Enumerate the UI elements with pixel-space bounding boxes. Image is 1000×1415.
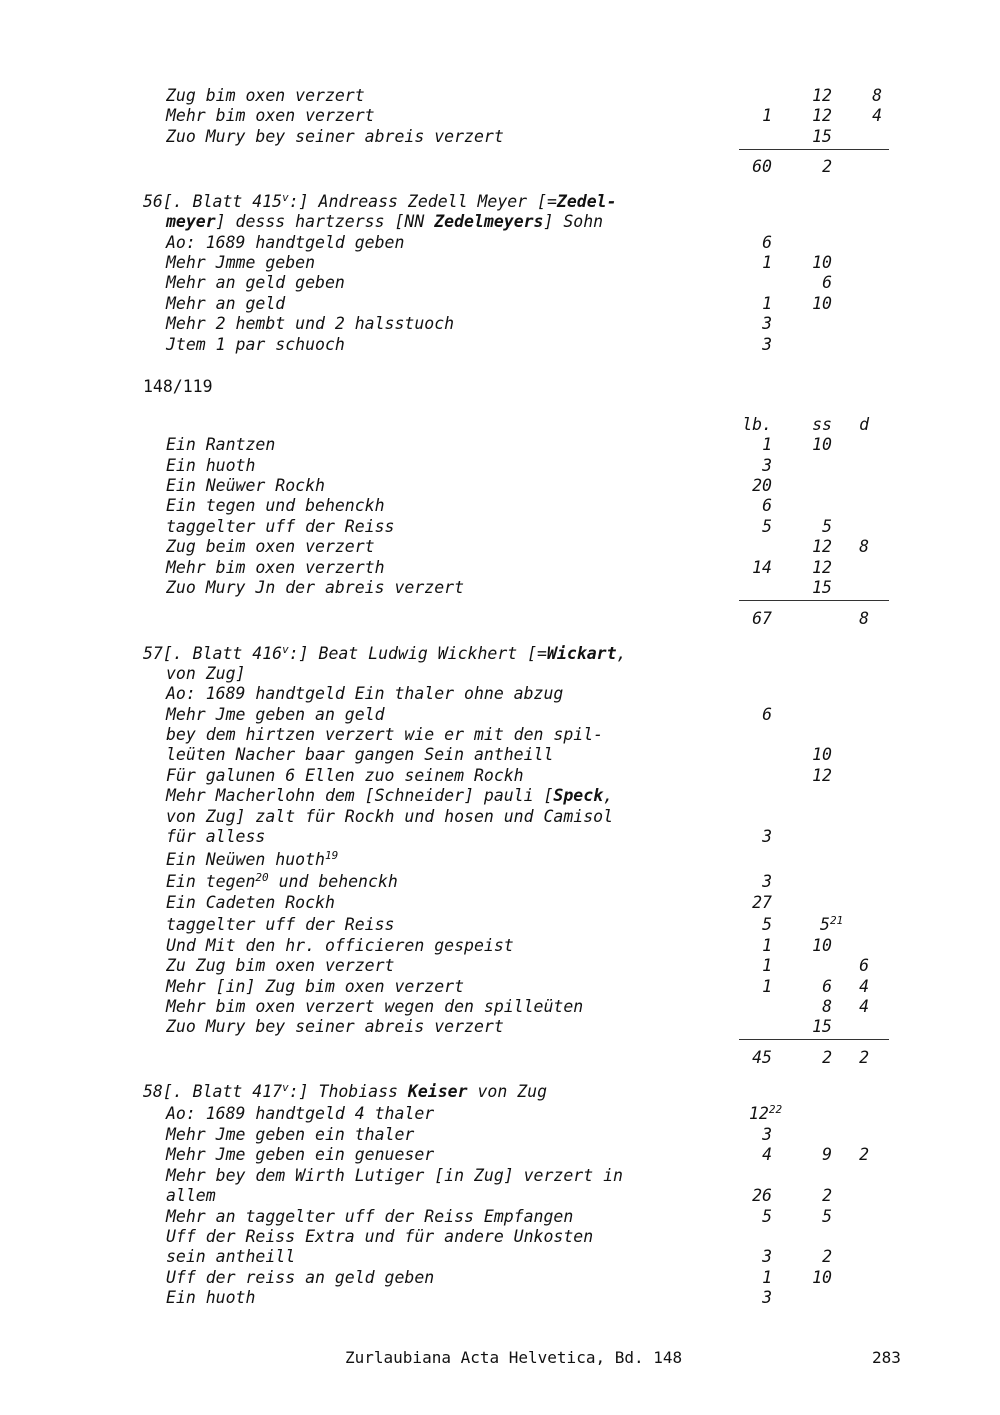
entry-line: Und Mit den hr. officieren gespeist xyxy=(166,936,514,955)
entry-line: taggelter uff der Reiss xyxy=(166,517,395,536)
amount-lb: 3 xyxy=(762,1288,772,1307)
entry-line: Ein Rantzen xyxy=(166,435,276,454)
amount-ss: 12 xyxy=(812,766,832,785)
amount-lb: 4 xyxy=(762,1145,772,1164)
entry-line: Mehr Jmme geben xyxy=(166,253,316,272)
amount-ss: 6 xyxy=(822,273,832,292)
amount-d: 6 xyxy=(859,956,869,975)
column-header-ss: ss xyxy=(812,415,832,434)
entry-line: Mehr Jme geben ein thaler xyxy=(166,1125,415,1144)
amount-lb: $12^{22}$ xyxy=(749,1103,783,1123)
amount-lb: 3 xyxy=(762,872,772,891)
amount-lb: 1 xyxy=(762,1268,772,1287)
entry-heading-56-cont: meyer] desss hartzerss [NN Zedelmeyers] Sohn xyxy=(166,212,604,231)
amount-lb: 5 xyxy=(762,915,772,934)
amount-lb: 1 xyxy=(762,977,772,996)
entry-line: Mehr an taggelter uff der Reiss Empfangen xyxy=(166,1207,574,1226)
entry-line: für alless xyxy=(166,827,266,846)
entry-line: Ao: 1689 handtgeld geben xyxy=(166,233,405,252)
entry-line: Mehr bim oxen verzert xyxy=(166,106,375,125)
entry-line: Mehr Macherlohn dem [Schneider] pauli [Speck, xyxy=(166,786,614,805)
entry-line: Mehr an geld geben xyxy=(166,273,345,292)
entry-heading-56: 56[. Blatt 415$^v$:] Andreass Zedell Meyer [=Zedel- xyxy=(143,191,617,211)
amount-lb: 1 xyxy=(762,253,772,272)
amount-d: 4 xyxy=(872,106,882,125)
amount-ss: 8 xyxy=(822,997,832,1016)
entry-line: Ao: 1689 handtgeld 4 thaler xyxy=(166,1104,435,1123)
entry-line: Zuo Mury Jn der abreis verzert xyxy=(166,578,465,597)
amount-lb: 3 xyxy=(762,1247,772,1266)
amount-lb: 5 xyxy=(762,517,772,536)
footnote-ref: 19 xyxy=(324,849,339,862)
amount-ss: 10 xyxy=(812,253,832,272)
amount-ss: 10 xyxy=(812,936,832,955)
amount-lb: 26 xyxy=(752,1186,772,1205)
amount-lb: 20 xyxy=(752,476,772,495)
amount-lb: 27 xyxy=(752,893,772,912)
entry-line: Zug beim oxen verzert xyxy=(166,537,375,556)
sum-rule xyxy=(739,1039,889,1040)
entry-line: Ein Neüwer Rockh xyxy=(166,476,325,495)
entry-line: Uff der reiss an geld geben xyxy=(166,1268,435,1287)
entry-line: Ao: 1689 handtgeld Ein thaler ohne abzug xyxy=(166,684,564,703)
amount-ss: 12 xyxy=(812,86,832,105)
entry-line: Ein tegen und behenckh xyxy=(166,496,385,515)
entry-line: Ein huoth xyxy=(166,456,256,475)
amount-lb: 1 xyxy=(762,435,772,454)
entry-heading-58: 58[. Blatt 417$^v$:] Thobiass Keiser von Zug xyxy=(143,1081,548,1101)
amount-d: 8 xyxy=(872,86,882,105)
entry-line: Zuo Mury bey seiner abreis verzert xyxy=(166,1017,504,1036)
entry-line: Für galunen 6 Ellen zuo seinem Rockh xyxy=(166,766,524,785)
entry-heading-57: 57[. Blatt 416$^v$:] Beat Ludwig Wickhert [=Wickart, xyxy=(143,643,627,663)
amount-ss: 5 xyxy=(822,517,832,536)
footnote-ref: 20 xyxy=(255,871,269,884)
amount-ss: 10 xyxy=(812,1268,832,1287)
amount-lb: 1 xyxy=(762,936,772,955)
sum-rule xyxy=(739,600,889,601)
entry-line: Mehr an geld xyxy=(166,294,286,313)
amount-lb: 1 xyxy=(762,956,772,975)
amount-lb: 3 xyxy=(762,314,772,333)
amount-lb: 14 xyxy=(752,558,772,577)
total-d: 8 xyxy=(859,609,869,628)
entry-line: von Zug] zalt für Rockh und hosen und Camisol xyxy=(166,807,614,826)
amount-ss: 12 xyxy=(812,558,832,577)
column-header-d: d xyxy=(859,415,869,434)
amount-lb: 3 xyxy=(762,456,772,475)
amount-d: 8 xyxy=(859,537,869,556)
amount-lb: 6 xyxy=(762,705,772,724)
amount-ss: 9 xyxy=(822,1145,832,1164)
entry-line: Ein Cadeten Rockh xyxy=(166,893,335,912)
amount-ss: 6 xyxy=(822,977,832,996)
amount-ss: 15 xyxy=(812,578,832,597)
amount-lb: 3 xyxy=(762,1125,772,1144)
amount-ss: 2 xyxy=(822,1247,832,1266)
entry-heading-57-cont: von Zug] xyxy=(166,664,246,683)
total-lb: 60 xyxy=(752,157,772,176)
amount-d: 2 xyxy=(859,1145,869,1164)
amount-ss: 15 xyxy=(812,127,832,146)
amount-ss: $5^{21}$ xyxy=(820,914,844,934)
amount-lb: 6 xyxy=(762,233,772,252)
entry-line: Ein huoth xyxy=(166,1288,256,1307)
entry-line: Mehr bim oxen verzert wegen den spilleüten xyxy=(166,997,584,1016)
page-number: 283 xyxy=(872,1348,901,1367)
amount-ss: 5 xyxy=(822,1207,832,1226)
footnote-ref: 21 xyxy=(829,914,844,927)
entry-line: Mehr bey dem Wirth Lutiger [in Zug] verzert in xyxy=(166,1166,623,1185)
amount-d: 4 xyxy=(859,997,869,1016)
amount-lb: 6 xyxy=(762,496,772,515)
total-lb: 45 xyxy=(752,1048,772,1067)
entry-line: allem xyxy=(166,1186,216,1205)
amount-lb: 3 xyxy=(762,827,772,846)
amount-lb: 5 xyxy=(762,1207,772,1226)
amount-ss: 10 xyxy=(812,294,832,313)
entry-line: Mehr 2 hembt und 2 halsstuoch xyxy=(166,314,455,333)
amount-ss: 12 xyxy=(812,537,832,556)
entry-line: Zug bim oxen verzert xyxy=(166,86,365,105)
amount-ss: 10 xyxy=(812,745,832,764)
column-header-lb: lb. xyxy=(742,415,772,434)
running-footer-title: Zurlaubiana Acta Helvetica, Bd. 148 xyxy=(345,1348,683,1367)
entry-line: leüten Nacher baar gangen Sein antheill xyxy=(166,745,554,764)
footnote-ref: 22 xyxy=(768,1103,783,1116)
entry-line: Ein tegen$^{20}$ und behenckh xyxy=(166,871,398,891)
amount-d: 4 xyxy=(859,977,869,996)
entry-line: Mehr Jme geben ein genueser xyxy=(166,1145,435,1164)
entry-line: sein antheill xyxy=(166,1247,296,1266)
amount-ss: 12 xyxy=(812,106,832,125)
total-ss: 2 xyxy=(822,157,832,176)
entry-line: Jtem 1 par schuoch xyxy=(166,335,345,354)
total-d: 2 xyxy=(859,1048,869,1067)
sum-rule xyxy=(739,149,889,150)
amount-ss: 15 xyxy=(812,1017,832,1036)
folio-marker: 148/119 xyxy=(143,377,213,396)
entry-line: Zu Zug bim oxen verzert xyxy=(166,956,395,975)
entry-line: taggelter uff der Reiss xyxy=(166,915,395,934)
entry-line: Zuo Mury bey seiner abreis verzert xyxy=(166,127,504,146)
amount-ss: 2 xyxy=(822,1186,832,1205)
amount-lb: 1 xyxy=(762,294,772,313)
amount-ss: 10 xyxy=(812,435,832,454)
amount-lb: 3 xyxy=(762,335,772,354)
entry-line: Mehr [in] Zug bim oxen verzert xyxy=(166,977,465,996)
entry-line: Mehr bim oxen verzerth xyxy=(166,558,385,577)
entry-line: bey dem hirtzen verzert wie er mit den spil- xyxy=(166,725,604,744)
entry-line: Mehr Jme geben an geld xyxy=(166,705,385,724)
amount-lb: 1 xyxy=(762,106,772,125)
entry-line: Uff der Reiss Extra und für andere Unkosten xyxy=(166,1227,594,1246)
total-lb: 67 xyxy=(752,609,772,628)
entry-line: Ein Neüwen huoth$^{19}$ xyxy=(166,849,339,869)
total-ss: 2 xyxy=(822,1048,832,1067)
